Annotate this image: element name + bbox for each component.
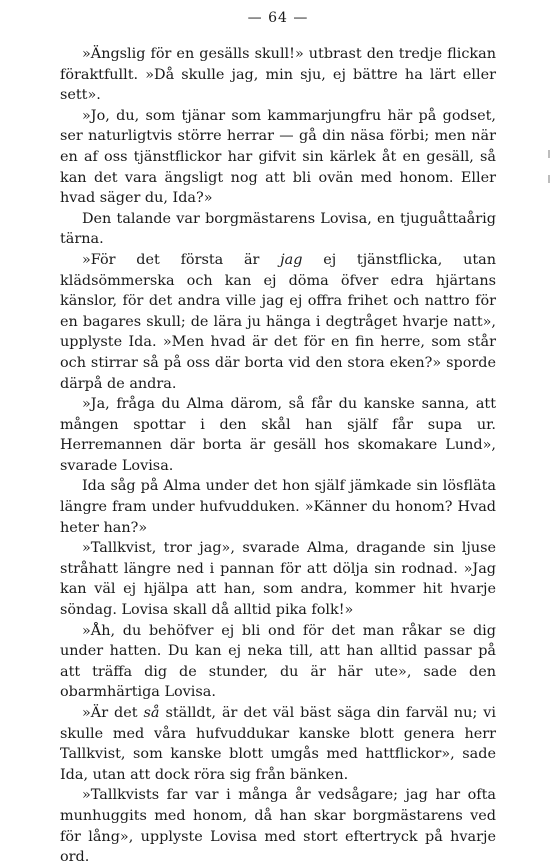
paragraph-text: »Jo, du, som tjänar som kammarjungfru här på godset, ser naturligtvis större herrar — gå din näsa förbi; men när en af oss tjänstflickor har gifvit sin kärlek åt en gesäll, så kan det vara ängsligt nog att bli ovän med honom. Eller hvad säger du, Ida?» — [60, 107, 496, 207]
paragraph — [60, 621, 496, 703]
scan-edge-mark — [548, 175, 550, 183]
paragraph-text: Ida såg på Alma under det hon själf jämkade sin lösfläta längre fram under hufvudduken. »Känner du honom? Hvad heter han?» — [60, 478, 496, 536]
paragraph — [60, 703, 496, 785]
paragraph-text: »Tallkvists far var i många år vedsågare; jag har ofta munhuggits med honom, då han skar borgmästarens ved för lång», upplyste Lovisa med stort eftertryck på hvarje ord. — [60, 787, 496, 866]
paragraph-text: »Tallkvist, tror jag», svarade Alma, dragande sin ljuse stråhatt längre ned i pannan för att dölja sin rodnad. »Jag kan väl ej hjälpa att han, som andra, kommer hit hvarje söndag. Lovisa skall då alltid pika folk!» — [60, 540, 496, 619]
paragraph — [60, 250, 496, 394]
paragraph-text: ej tjänstflicka, utan klädsömmerska och kan ej döma öfver edra hjärtans känslor, för det andra ville jag ej offra frihet och nattro för en bagares skull; de lära ju hänga i degtråget hvarje natt», upplyste Ida. »Men hvad är det för en fin herre, som står och stirrar så på oss där borta vid den stora eken?» sporde därpå de andra. — [60, 251, 496, 392]
paragraph — [60, 106, 496, 209]
paragraph — [60, 209, 496, 250]
paragraph — [60, 476, 496, 538]
paragraph — [60, 785, 496, 867]
scan-edge-mark — [548, 150, 550, 158]
paragraph — [60, 44, 496, 106]
paragraph-text: »Ja, fråga du Alma därom, så får du kanske sanna, att mången spottar i den skål han själf får supa ur. Herremannen där borta är gesäll hos skomakare Lund», svarade Lovisa. — [60, 396, 496, 474]
page-number: — 64 — — [247, 10, 309, 26]
emphasized-word: jag — [280, 251, 303, 268]
paragraph-text: »Ängslig för en gesälls skull!» utbrast den tredje flickan föraktfullt. »Då skulle jag, min sju, ej bättre ha lärt eller sett». — [60, 46, 496, 104]
emphasized-word: så — [143, 705, 160, 721]
paragraph-text: »Åh, du behöfver ej bli ond för det man råkar se dig under hatten. Du kan ej neka till, att han alltid passar på att träffa dig de stunder, du är här ute», sade den obarmhärtiga Lovisa. — [60, 622, 496, 701]
paragraph-text: ställdt, är det väl bäst säga din farväl nu; vi skulle med våra hufvuddukar kanske blott genera herr Tallkvist, som kanske blott umgås med hattflickor», sade Ida, utan att dock röra sig från bänken. — [60, 705, 496, 783]
paragraph-text: »Är det — [82, 705, 144, 721]
paragraph-text: Den talande var borgmästarens Lovisa, en tjuguåttaårig tärna. — [60, 210, 496, 248]
paragraph-text: »För det första är — [82, 251, 281, 268]
book-page — [60, 8, 496, 868]
paragraph — [60, 394, 496, 476]
paragraph — [60, 538, 496, 620]
